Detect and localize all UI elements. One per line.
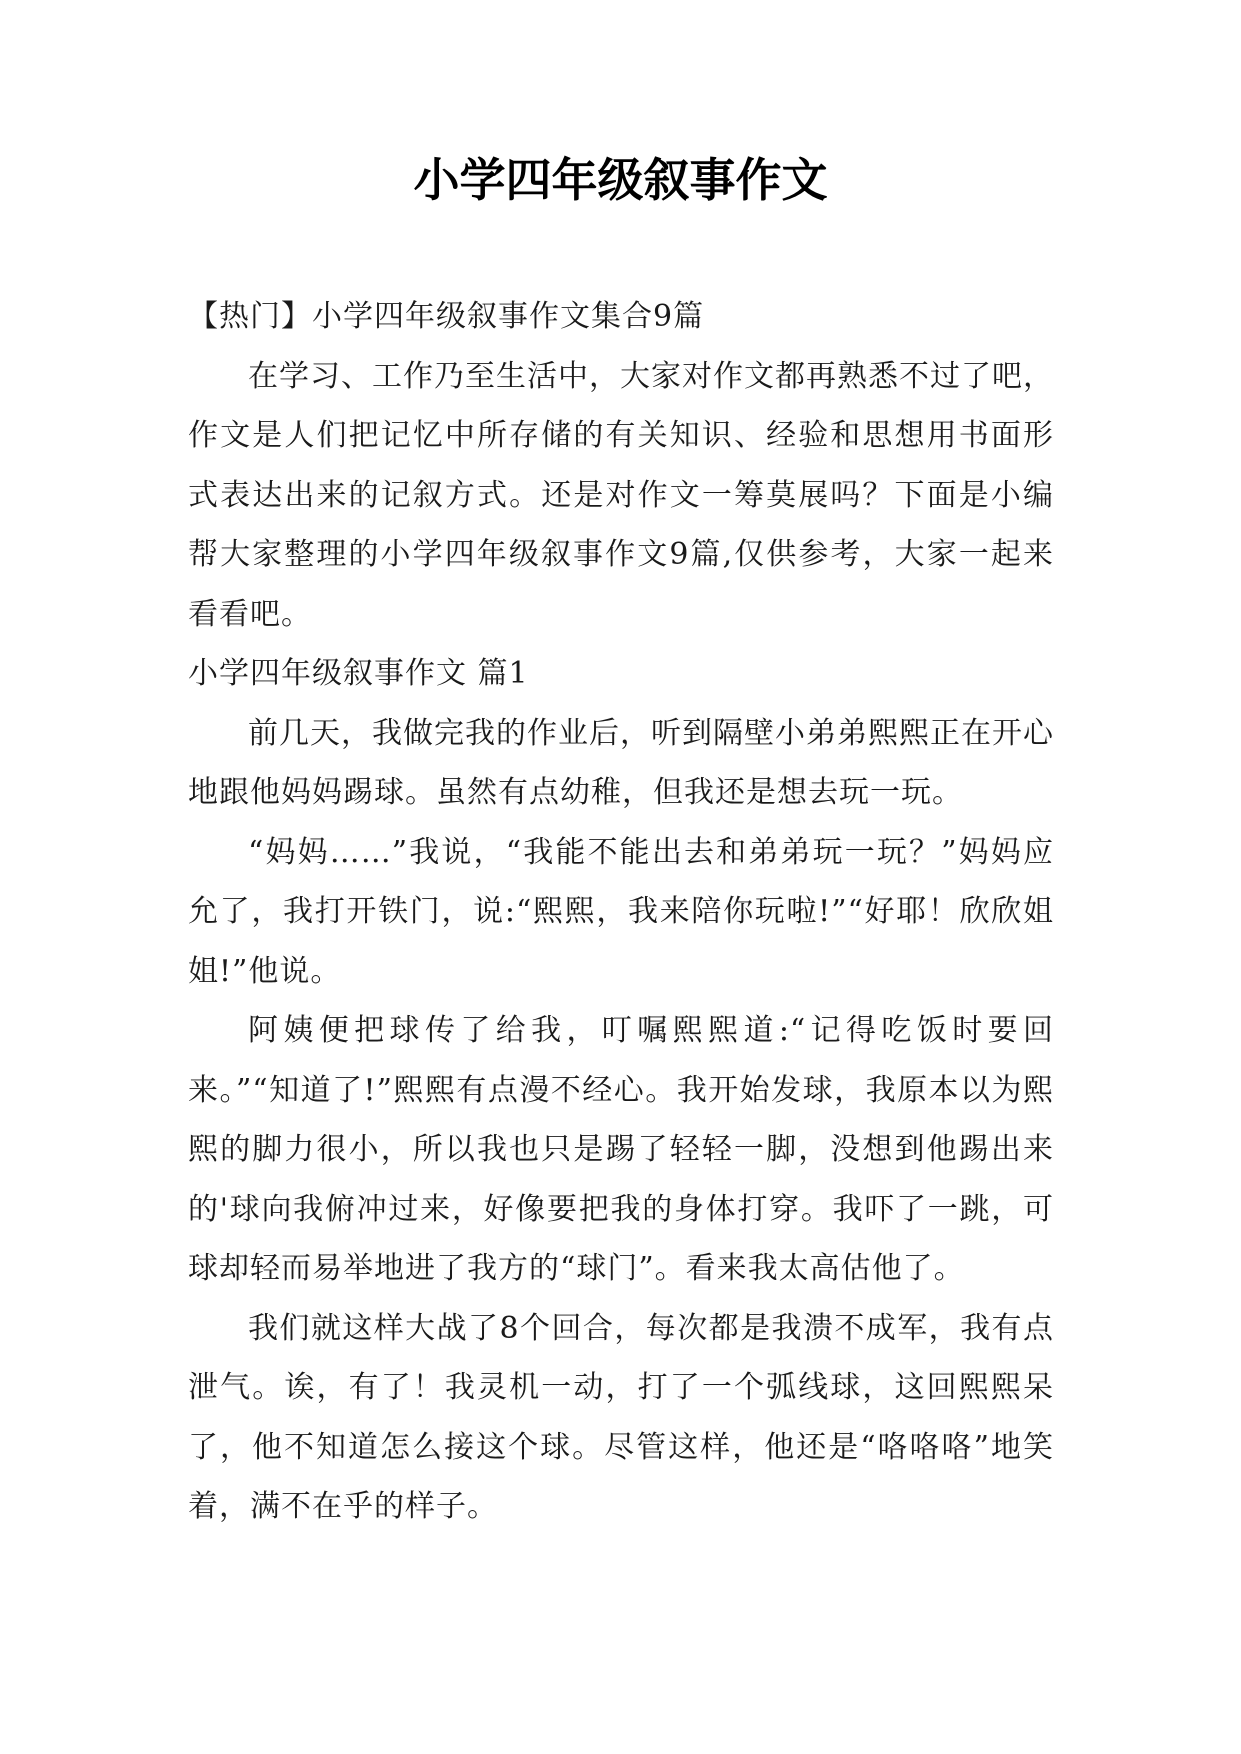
- document-subtitle: 【热门】小学四年级叙事作文集合9篇: [188, 299, 705, 334]
- body-paragraph: 阿姨便把球传了给我，叮嘱熙熙道:“记得吃饭时要回来。”“知道了!”熙熙有点漫不经心。我开始发球，我原本以为熙熙的脚力很小，所以我也只是踢了轻轻一脚，没想到他踢出来的'球向我俯冲过来，好像要把我的身体打穿。我吓了一跳，可球却轻而易举地进了我方的“球门”。看来我太高估他了。: [188, 1013, 1054, 1286]
- document-body: [188, 287, 1054, 1537]
- body-paragraph: 前几天，我做完我的作业后，听到隔壁小弟弟熙熙正在开心地跟他妈妈踢球。虽然有点幼稚，但我还是想去玩一玩。: [188, 715, 1054, 810]
- body-paragraph: 我们就这样大战了8个回合，每次都是我溃不成军，我有点泄气。诶，有了！我灵机一动，打了一个弧线球，这回熙熙呆了，他不知道怎么接这个球。尽管这样，他还是“咯咯咯”地笑着，满不在乎的样子。: [188, 1310, 1054, 1524]
- intro-paragraph: 在学习、工作乃至生活中，大家对作文都再熟悉不过了吧，作文是人们把记忆中所存储的有关知识、经验和思想用书面形式表达出来的记叙方式。还是对作文一筹莫展吗？下面是小编帮大家整理的小学四年级叙事作文9篇,仅供参考，大家一起来看看吧。: [188, 358, 1054, 632]
- body-paragraph: “妈妈……”我说，“我能不能出去和弟弟玩一玩？”妈妈应允了，我打开铁门，说:“熙熙，我来陪你玩啦!”“好耶！欣欣姐姐!”他说。: [188, 834, 1054, 989]
- document-title: 小学四年级叙事作文: [413, 153, 828, 207]
- section-heading: 小学四年级叙事作文 篇1: [188, 656, 529, 691]
